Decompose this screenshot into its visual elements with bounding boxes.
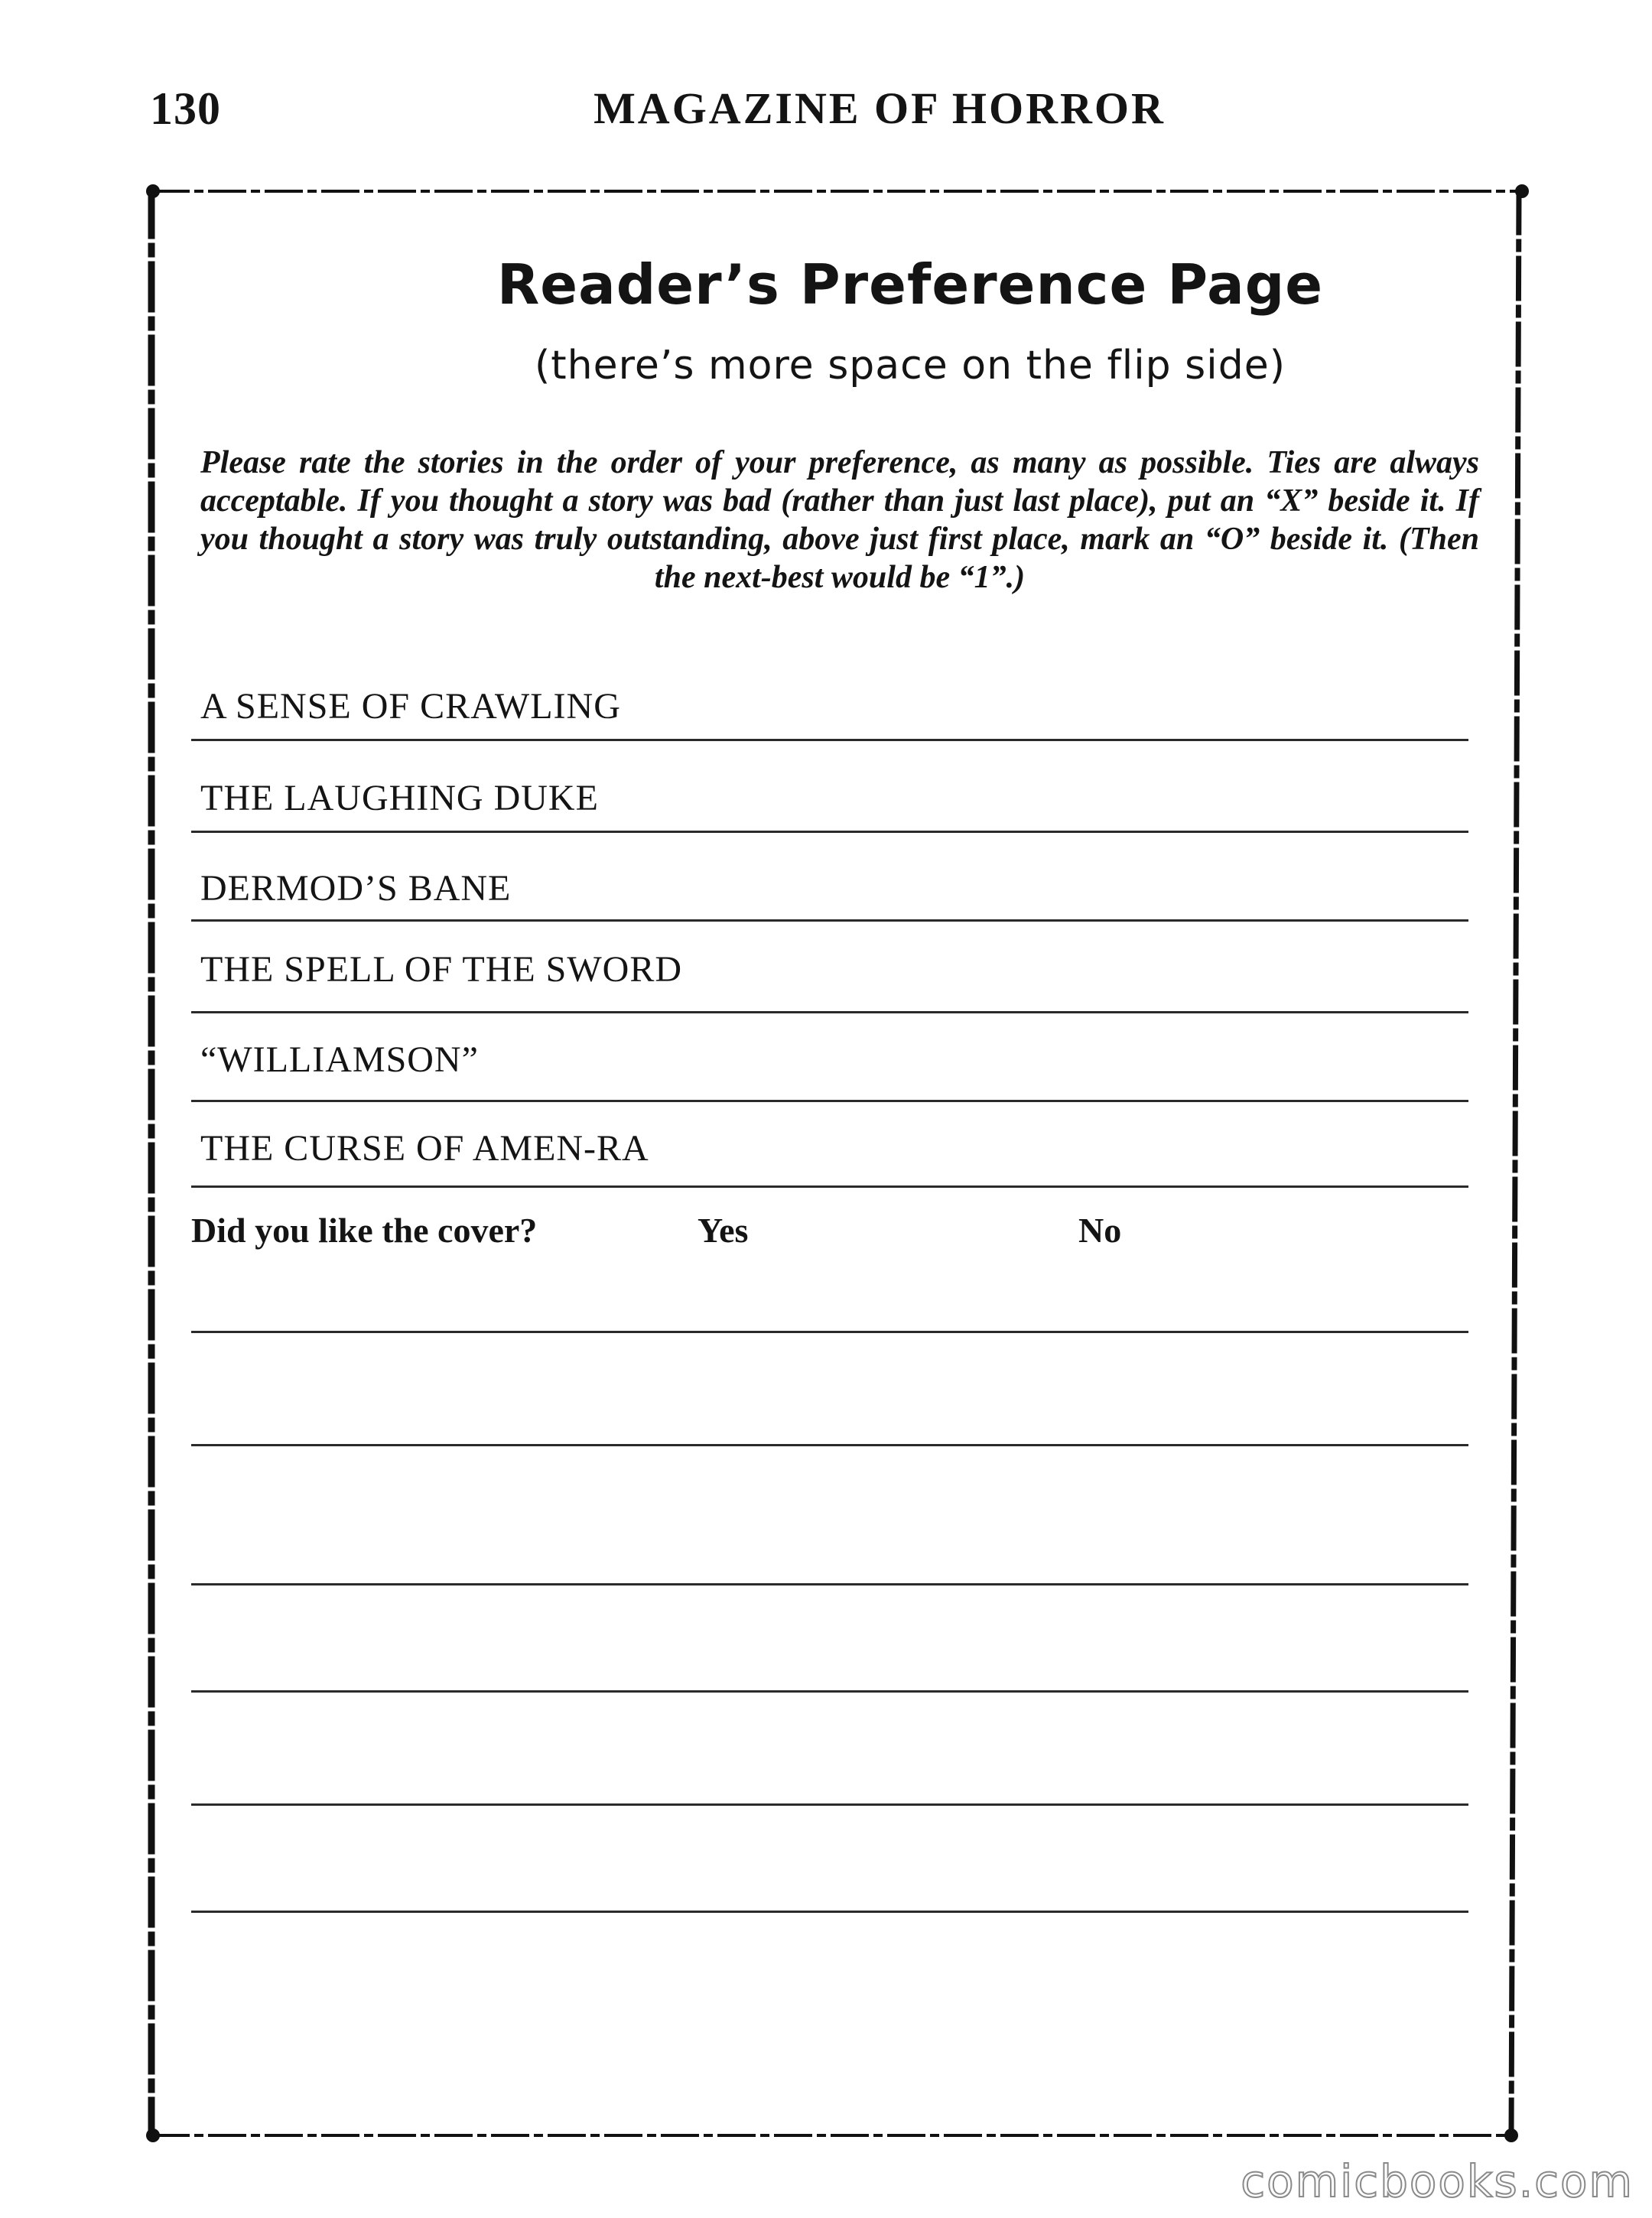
comment-line[interactable]: [191, 1583, 1468, 1585]
rating-line[interactable]: [191, 1011, 1468, 1013]
page-number: 130: [150, 83, 221, 134]
cover-question-row: [191, 1210, 1476, 1256]
cover-yes-option[interactable]: Yes: [698, 1211, 749, 1250]
story-entry-dermods-bane: DERMOD’S BANE: [200, 868, 512, 909]
rating-line[interactable]: [191, 1100, 1468, 1102]
story-entry-the-laughing-duke: THE LAUGHING DUKE: [200, 778, 599, 818]
comment-line[interactable]: [191, 1911, 1468, 1913]
rating-line[interactable]: [191, 739, 1468, 741]
story-entry-the-curse-of-amen-ra: THE CURSE OF AMEN-RA: [200, 1128, 649, 1169]
cover-no-option[interactable]: No: [1078, 1211, 1122, 1250]
comment-line[interactable]: [191, 1331, 1468, 1333]
rating-line[interactable]: [191, 919, 1468, 922]
form-title: Reader’s Preference Page: [496, 252, 1324, 317]
rating-instructions: Please rate the stories in the order of your preference, as many as possible. Ties are always acceptable. If you thought a story was bad (rather than just last place), put an “X” beside it. If you thought a story was truly outstanding, above just first place, mark an “O” beside it. (Then the next-best would be “1”.): [200, 445, 1479, 595]
cover-question: Did you like the cover?: [191, 1211, 538, 1250]
site-watermark: comicbooks.com: [1241, 2155, 1634, 2207]
form-subtitle: (there’s more space on the flip side): [534, 343, 1286, 389]
comment-line[interactable]: [191, 1690, 1468, 1693]
comment-line[interactable]: [191, 1803, 1468, 1806]
running-head: MAGAZINE OF HORROR: [593, 83, 1166, 133]
rating-line[interactable]: [191, 1185, 1468, 1188]
story-entry-williamson: “WILLIAMSON”: [200, 1039, 479, 1080]
comment-line[interactable]: [191, 1444, 1468, 1446]
story-entry-the-spell-of-the-sword: THE SPELL OF THE SWORD: [200, 949, 683, 990]
rating-line[interactable]: [191, 831, 1468, 833]
story-entry-a-sense-of-crawling: A SENSE OF CRAWLING: [200, 686, 621, 727]
